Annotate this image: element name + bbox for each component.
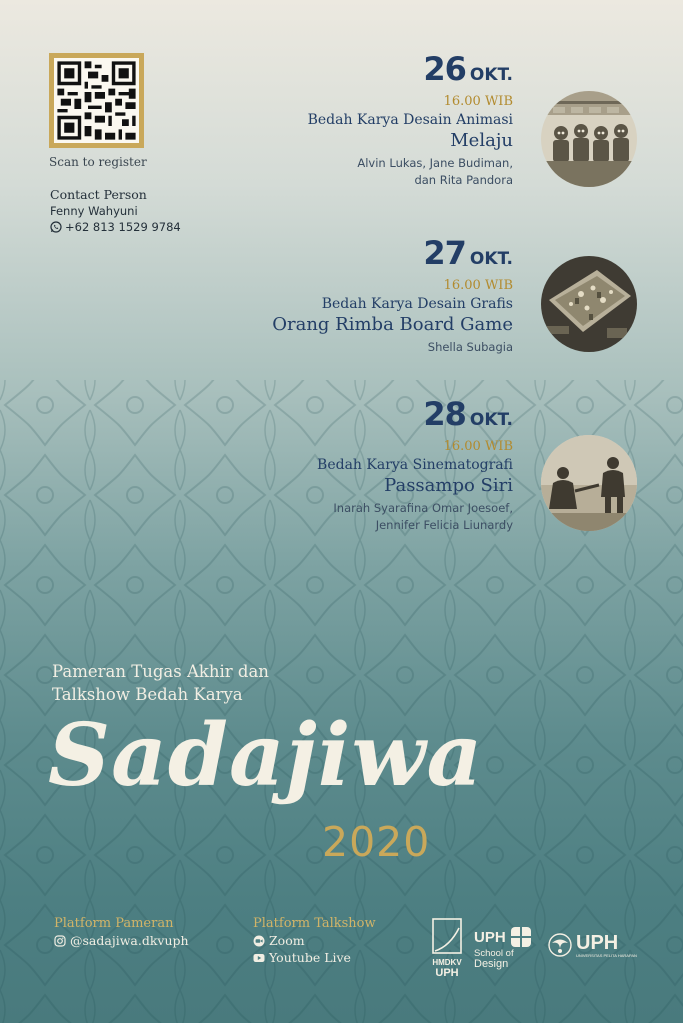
- platform-talkshow-heading: Platform Talkshow: [253, 916, 376, 931]
- event-month: OKT.: [469, 65, 513, 85]
- event-people-line: Jennifer Felicia Liunardy: [375, 518, 513, 532]
- platform-pameran-heading: Platform Pameran: [54, 916, 174, 931]
- event-28: [317, 397, 513, 534]
- contact-name: Fenny Wahyuni: [50, 204, 138, 218]
- hmdkv-label: HMDKV: [432, 958, 462, 967]
- youtube-label: Youtube Live: [269, 950, 351, 965]
- zoom-label: Zoom: [269, 933, 305, 948]
- qr-caption: Scan to register: [49, 155, 147, 169]
- uph-eagle-icon: [547, 932, 573, 958]
- event-category: Bedah Karya Desain Grafis: [321, 296, 513, 312]
- event-26: [308, 52, 513, 189]
- exhibition-year: 2020: [322, 818, 431, 866]
- event-title: Orang Rimba Board Game: [272, 314, 513, 335]
- event-people-line: dan Rita Pandora: [414, 173, 513, 187]
- event-people-line: Shella Subagia: [427, 340, 513, 354]
- event-day: 28: [423, 395, 466, 433]
- instagram-link[interactable]: [54, 933, 189, 948]
- youtube-icon: [253, 952, 265, 964]
- sod-line1: School of: [474, 948, 514, 959]
- animation-still-image: [541, 91, 637, 187]
- sod-brand: UPH: [474, 928, 506, 946]
- exhibition-subtitle-line: Talkshow Bedah Karya: [52, 685, 243, 704]
- event-27: [272, 236, 513, 356]
- board-game-image: [541, 256, 637, 352]
- event-time: 16.00 WIB: [443, 278, 513, 293]
- event-category: Bedah Karya Desain Animasi: [307, 112, 513, 128]
- cinematography-still-image: [541, 435, 637, 531]
- hmdkv-uph-label: UPH: [435, 967, 459, 979]
- instagram-handle: @sadajiwa.dkvuph: [70, 933, 189, 948]
- event-date: [272, 236, 513, 276]
- event-photo-board-game: [541, 256, 637, 352]
- qr-code-icon: [54, 58, 139, 143]
- exhibition-subtitle: [52, 660, 269, 706]
- event-people-line: Alvin Lukas, Jane Budiman,: [357, 156, 513, 170]
- event-photo-passampo-siri: [541, 435, 637, 531]
- event-date: [308, 52, 513, 92]
- event-month: OKT.: [469, 410, 513, 430]
- instagram-icon: [54, 935, 66, 947]
- contact-phone[interactable]: [50, 220, 181, 234]
- event-time: 16.00 WIB: [443, 439, 513, 454]
- event-month: OKT.: [469, 249, 513, 269]
- event-people: [317, 500, 513, 534]
- event-people: [308, 155, 513, 189]
- sod-line2: Design: [474, 958, 509, 970]
- sod-emblem-icon: [510, 926, 532, 948]
- contact-phone-number: +62 813 1529 9784: [65, 220, 181, 234]
- youtube-link[interactable]: [253, 950, 376, 965]
- uph-logo: [547, 932, 643, 966]
- event-people: [272, 339, 513, 356]
- event-day: 27: [423, 234, 466, 272]
- platform-pameran: [54, 916, 189, 948]
- school-of-design-logo: [474, 926, 540, 972]
- exhibition-subtitle-line: Pameran Tugas Akhir dan: [52, 662, 269, 681]
- event-day: 26: [423, 50, 466, 88]
- qr-code[interactable]: [49, 53, 144, 148]
- event-date: [317, 397, 513, 437]
- sadajiwa-wordmark: Sadajiwa: [48, 705, 484, 806]
- zoom-link[interactable]: [253, 933, 376, 948]
- contact-title: Contact Person: [50, 187, 147, 202]
- event-people-line: Inarah Syarafina Omar Joesoef,: [333, 501, 513, 515]
- whatsapp-icon: [50, 221, 62, 233]
- event-time: 16.00 WIB: [443, 94, 513, 109]
- zoom-icon: [253, 935, 265, 947]
- event-category: Bedah Karya Sinematografi: [317, 457, 513, 473]
- hmdkv-emblem-icon: [432, 918, 462, 954]
- hmdkv-logo: [432, 918, 462, 979]
- event-title: Melaju: [450, 130, 513, 151]
- event-photo-melaju: [541, 91, 637, 187]
- uph-brand: UPH: [576, 931, 619, 954]
- uph-subtitle: UNIVERSITAS PELITA HARAPAN: [576, 952, 637, 958]
- event-title: Passampo Siri: [384, 475, 513, 496]
- platform-talkshow: [253, 916, 376, 965]
